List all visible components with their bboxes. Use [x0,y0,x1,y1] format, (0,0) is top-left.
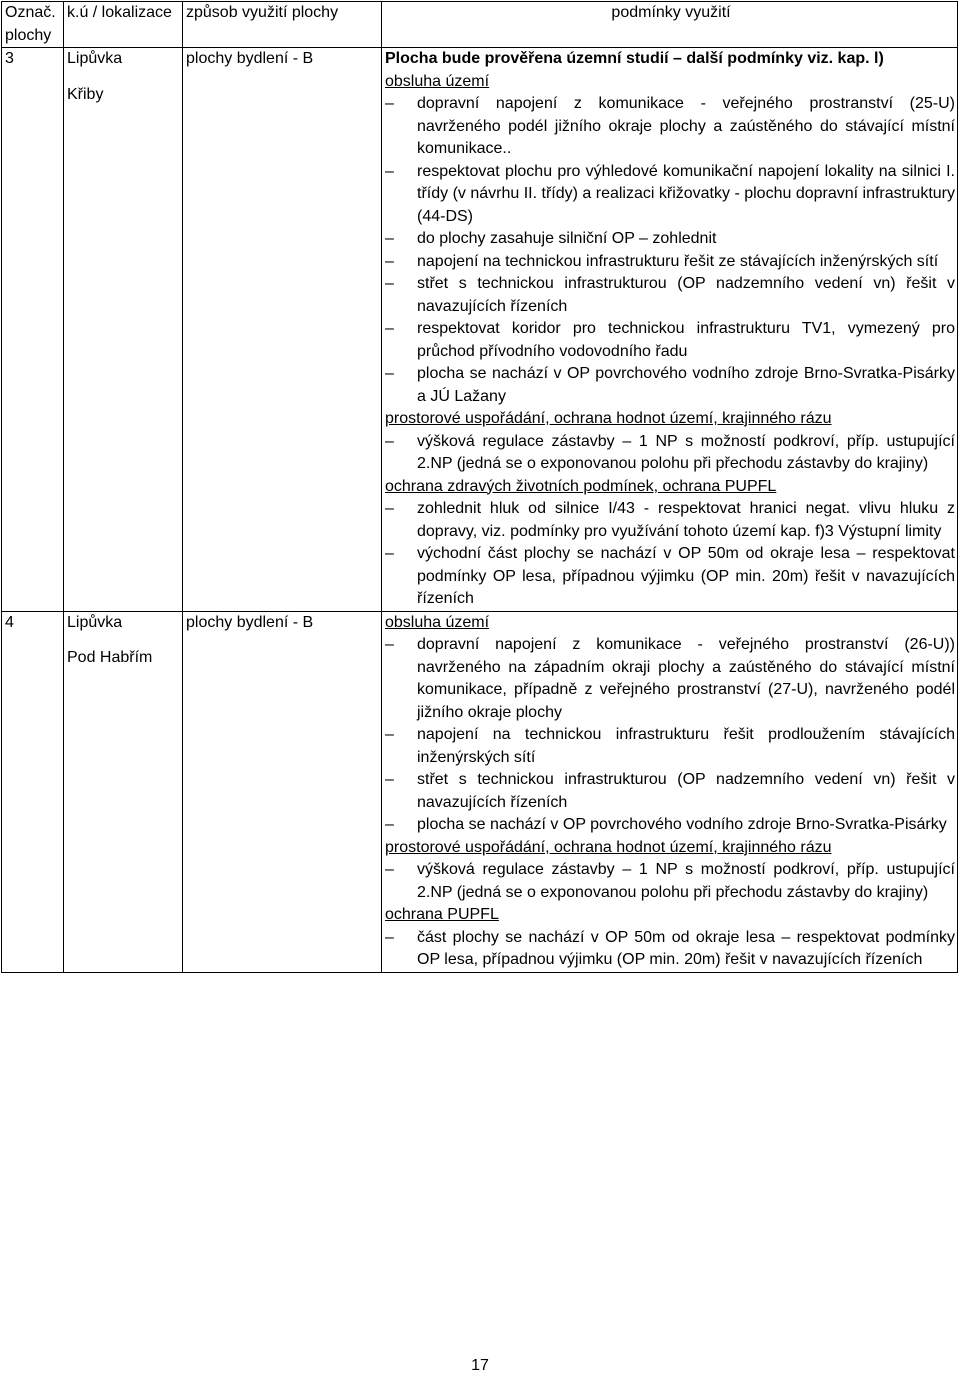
section-title: ochrana PUPFL [385,906,499,923]
conditions-table [1,1,958,973]
dash-bullet: – [385,771,394,788]
list-item [385,93,957,161]
list-item-text: do plochy zasahuje silniční OP – zohlednit [417,230,717,247]
cell-podminky [381,48,958,611]
list-item [385,273,957,318]
list-item [385,927,957,972]
section-title: obsluha území [385,72,490,90]
table-body [1,48,958,973]
section-title: ochrana zdravých životních podmínek, ochrana PUPFL [385,477,777,495]
dash-bullet: – [385,726,394,743]
list-item-text: dopravní napojení z komunikace - veřejného prostranství (26-U)) navrženého na západním okraji plochy a zaústěného do stávající místní komunikace, případně z veřejného prostranství (27-U), navrženého podél jižního okraje plochy [417,636,955,721]
katastralni-uzemi: Lipůvka [67,50,123,67]
list-item [385,318,957,363]
cell-zpusob-vyuziti: plochy bydlení - B [182,612,381,972]
table-row [1,48,958,612]
list-item-text: střet s technickou infrastrukturou (OP nadzemního vedení vn) řešit v navazujících řízeních [417,275,955,315]
list-item-text: respektovat plochu pro výhledové komunikační napojení lokality na silnici I. třídy (v návrhu II. třídy) a realizaci křižovatky - plochu dopravní infrastruktury (44-DS) [417,162,955,225]
list-item-text: střet s technickou infrastrukturou (OP nadzemního vedení vn) řešit v navazujících řízeních [417,771,955,811]
table-row [1,612,958,973]
cell-podminky [381,612,958,972]
cell-zpusob-vyuziti: plochy bydlení - B [182,48,381,611]
list-item [385,161,957,229]
header-ku-lokalizace: k.ú / lokalizace [63,2,182,47]
list-item [385,724,957,769]
dash-bullet: – [385,636,394,653]
list-item-text: část plochy se nachází v OP 50m od okraje lesa – respektovat podmínky OP lesa, případnou výjimku (OP min. 20m) řešit v navazujících řízeních [417,928,955,968]
list-item [385,251,957,274]
list-item-text: výšková regulace zástavby – 1 NP s možností podkroví, příp. ustupující 2.NP (jedná se o exponovanou polohu při přechodu zástavby do krajiny) [417,861,955,901]
dash-bullet: – [385,252,394,270]
header-zpusob-vyuziti: způsob využití plochy [182,2,381,47]
section-title: prostorové uspořádání, ochrana hodnot území, krajinného rázu [385,838,832,856]
list-item [385,769,957,814]
list-item-text: respektovat koridor pro technickou infrastrukturu TV1, vymezený pro průchod přívodního vodovodního řadu [417,320,955,360]
list-item-text: východní část plochy se nachází v OP 50m od okraje lesa – respektovat podmínky OP lesa, případnou výjimku (OP min. 20m) řešit v navazujících řízeních [417,545,955,607]
list-item-text: zohlednit hluk od silnice I/43 - respektovat hranici negat. vlivu hluku z dopravy, viz. podmínky pro využívání tohoto území kap. f)3 Výstupní limity [417,500,955,540]
list-item-text: napojení na technickou infrastrukturu řešit ze stávajících inženýrských sítí [417,252,939,270]
dash-bullet: – [385,861,394,878]
page-number: 17 [471,1357,489,1374]
cell-oznaceni: 3 [1,48,63,611]
lokalizace: Křiby [67,85,104,103]
table-header-row [1,1,958,48]
list-item [385,634,957,724]
dash-bullet: – [385,545,394,562]
dash-bullet: – [385,275,394,292]
list-item [385,543,957,611]
header-oznac: Označ. plochy [1,2,63,47]
dash-bullet: – [385,95,394,112]
dash-bullet: – [385,230,394,247]
list-item [385,814,957,837]
list-item-text: dopravní napojení z komunikace - veřejného prostranství (25-U) navrženého podél jižního okraje plochy a zaústěného do stávající místní komunikace.. [417,95,955,157]
list-item-text: výšková regulace zástavby – 1 NP s možností podkroví, příp. ustupující 2.NP (jedná se o exponovanou polohu při přechodu zástavby do krajiny) [417,432,955,472]
list-item [385,498,957,543]
cell-ku-lokalizace [63,48,182,611]
header-podminky: podmínky využití [381,2,958,47]
dash-bullet: – [385,432,394,450]
dash-bullet: – [385,928,394,946]
list-item-text: napojení na technickou infrastrukturu řešit prodloužením stávajících inženýrských sítí [417,726,955,766]
section-title: prostorové uspořádání, ochrana hodnot území, krajinného rázu [385,410,832,427]
list-item [385,431,957,476]
dash-bullet: – [385,320,394,337]
cell-ku-lokalizace [63,612,182,972]
dash-bullet: – [385,162,394,180]
section-title: obsluha území [385,613,490,631]
dash-bullet: – [385,816,394,833]
katastralni-uzemi: Lipůvka [67,613,123,631]
condition-heading: Plocha bude prověřena územní studií – další podmínky viz. kap. l) [385,50,884,67]
list-item [385,363,957,408]
lokalizace: Pod Habřím [67,649,153,666]
list-item [385,859,957,904]
list-item [385,228,957,251]
dash-bullet: – [385,365,394,382]
list-item-text: plocha se nachází v OP povrchového vodního zdroje Brno-Svratka-Pisárky a JÚ Lažany [417,365,955,405]
list-item-text: plocha se nachází v OP povrchového vodního zdroje Brno-Svratka-Pisárky [417,816,947,833]
cell-oznaceni: 4 [1,612,63,972]
dash-bullet: – [385,500,394,517]
